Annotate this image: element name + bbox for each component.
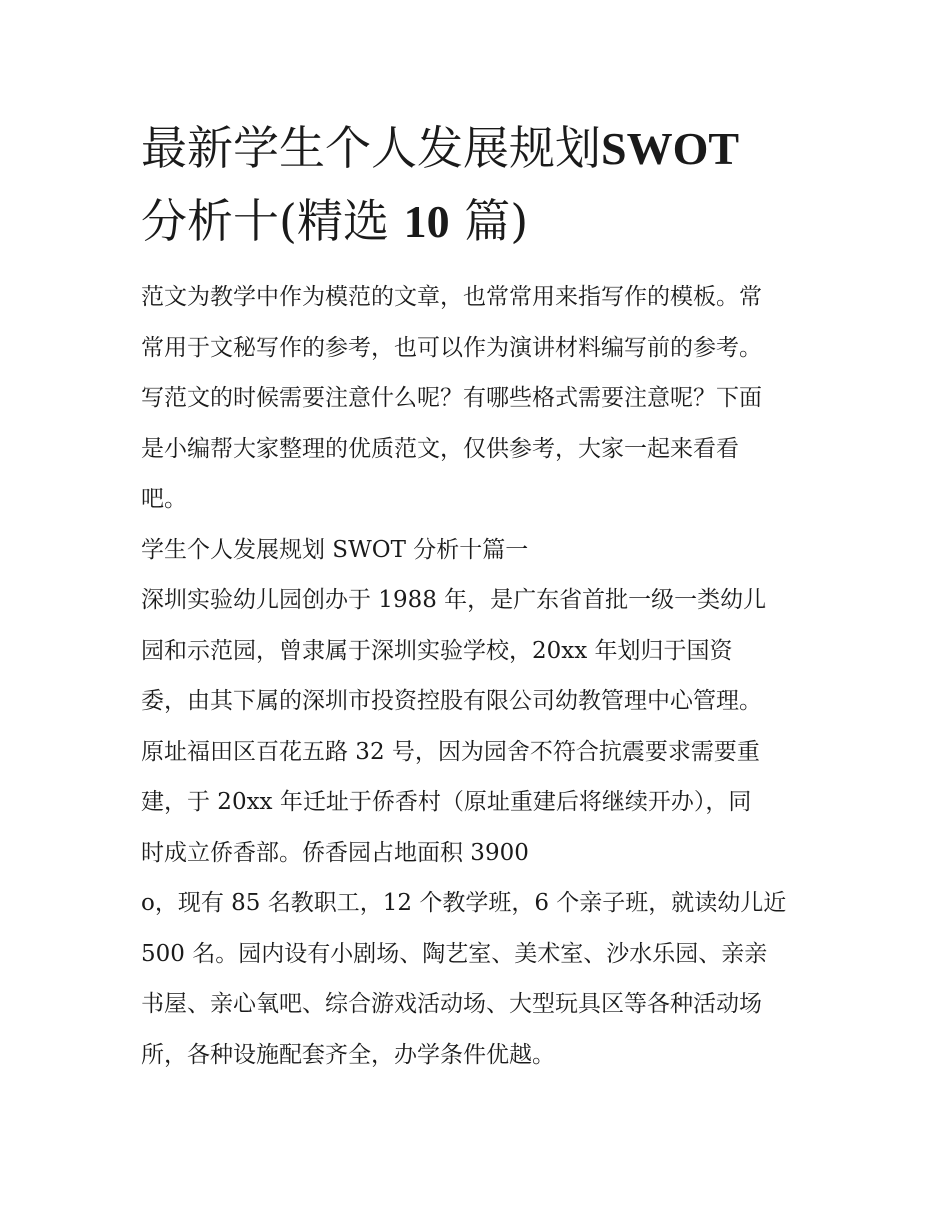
body-paragraph xyxy=(141,575,821,1080)
body-line: 深圳实验幼儿园创办于 1988 年，是广东省首批一级一类幼儿 xyxy=(141,587,767,613)
intro-line: 常用于文秘写作的参考，也可以作为演讲材料编写前的参考。 xyxy=(141,334,762,361)
intro-line: 是小编帮大家整理的优质范文，仅供参考，大家一起来看看 xyxy=(141,435,739,462)
body-line: 原址福田区百花五路 32 号，因为园舍不符合抗震要求需要重 xyxy=(141,738,760,765)
title-line-1-latin: SWOT xyxy=(601,123,740,174)
title-line-2-c: 篇) xyxy=(449,194,529,248)
intro-line: 范文为教学中作为模范的文章，也常常用来指写作的模板。常 xyxy=(141,284,762,310)
document-title xyxy=(141,112,821,258)
title-line-2-a: 分析十( xyxy=(141,194,297,248)
document-content xyxy=(141,112,821,1080)
body-line: 500 名。园内设有小剧场、陶艺室、美术室、沙水乐园、亲亲 xyxy=(141,940,768,967)
intro-line: 吧。 xyxy=(141,486,187,512)
body-line: 建，于 20xx 年迁址于侨香村（原址重建后将继续开办），同 xyxy=(141,789,752,815)
title-line-1 xyxy=(141,121,739,175)
body-line: 委，由其下属的深圳市投资控股有限公司幼教管理中心管理。 xyxy=(141,688,762,714)
title-line-2 xyxy=(141,194,528,248)
body-line: 时成立侨香部。侨香园占地面积 3900 xyxy=(141,839,529,866)
body-line: 所，各种设施配套齐全，办学条件优越。 xyxy=(141,1041,555,1068)
intro-line: 写范文的时候需要注意什么呢？有哪些格式需要注意呢？下面 xyxy=(141,385,762,411)
section-heading: 学生个人发展规划 SWOT 分析十篇一 xyxy=(141,536,529,563)
title-line-1-cjk: 最新学生个人发展规划 xyxy=(141,121,601,175)
body-line: 园和示范园，曾隶属于深圳实验学校，20xx 年划归于国资 xyxy=(141,637,733,664)
body-line: 书屋、亲心氧吧、综合游戏活动场、大型玩具区等各种活动场 xyxy=(141,991,762,1017)
title-line-2-b: 精选 xyxy=(296,194,404,248)
intro-paragraph xyxy=(141,272,821,525)
body-line: o，现有 85 名教职工，12 个教学班，6 个亲子班，就读幼儿近 xyxy=(141,890,787,916)
title-line-2-number: 10 xyxy=(403,196,450,247)
